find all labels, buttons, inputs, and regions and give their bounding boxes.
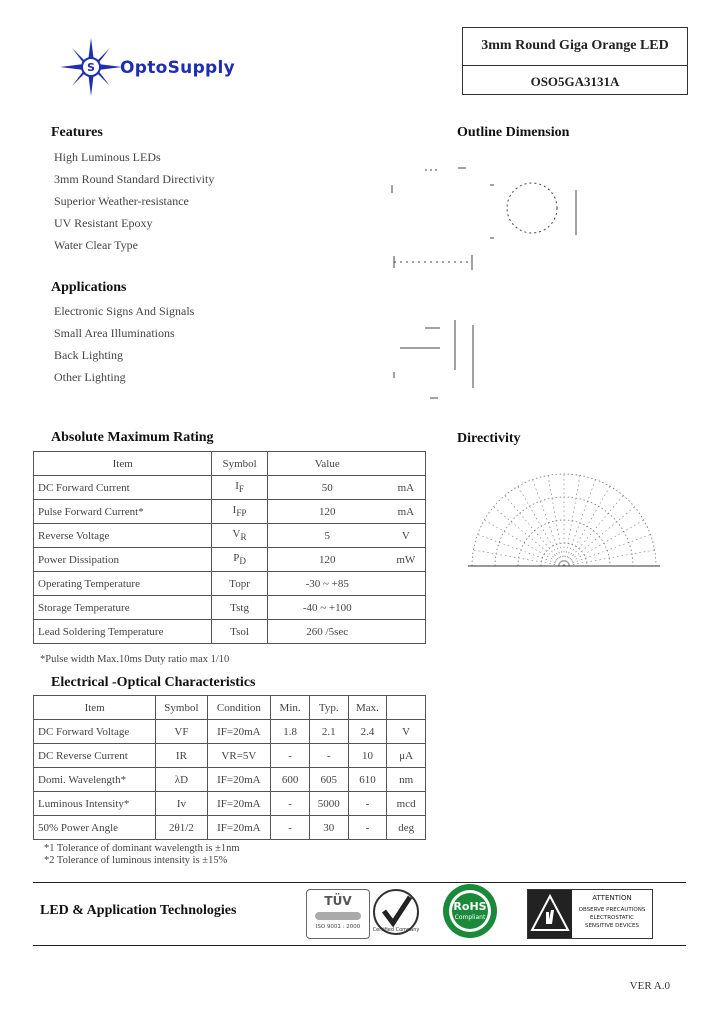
- table-row: [34, 816, 426, 840]
- cell-item: Operating Temperature: [34, 572, 212, 596]
- cell-symbol: λD: [156, 768, 207, 792]
- abs-max-heading: Absolute Maximum Rating: [51, 430, 214, 445]
- cell-value: 50: [267, 476, 386, 500]
- tuv-badge: [306, 889, 370, 939]
- cell-condition: VR=5V: [207, 744, 271, 768]
- directivity-heading: Directivity: [457, 431, 521, 446]
- part-number: OSO5GA3131A: [530, 74, 620, 89]
- polar-spoke: [564, 480, 596, 567]
- column-header-unit: [387, 452, 426, 476]
- column-header-min: Min.: [271, 696, 310, 720]
- cell-symbol: Tstg: [212, 596, 267, 620]
- version-label: VER A.0: [629, 980, 670, 992]
- column-header-unit: [387, 696, 426, 720]
- esd-hand-icon: [528, 890, 572, 938]
- feature-item: Superior Weather-resistance: [54, 194, 189, 208]
- column-header-max: Max.: [348, 696, 387, 720]
- cell-max: -: [348, 816, 387, 840]
- cell-value: 5: [267, 524, 386, 548]
- table-row: [34, 744, 426, 768]
- intensity-note: *2 Tolerance of luminous intensity is ±15%: [44, 855, 228, 866]
- feature-item: High Luminous LEDs: [54, 150, 161, 164]
- feature-item: Water Clear Type: [54, 238, 138, 252]
- polar-spoke: [564, 486, 610, 566]
- cell-symbol: Topr: [212, 572, 267, 596]
- esd-title: ATTENTION: [592, 894, 632, 902]
- cell-symbol: $I_F$: [212, 476, 267, 500]
- footer-top-rule: [33, 882, 686, 883]
- cell-item: 50% Power Angle: [34, 816, 156, 840]
- column-header-symbol: Symbol: [212, 452, 267, 476]
- cell-item: DC Forward Current: [34, 476, 212, 500]
- cell-item: Luminous Intensity*: [34, 792, 156, 816]
- cell-unit: μA: [387, 744, 426, 768]
- cell-typ: -: [309, 744, 348, 768]
- cell-unit: [387, 572, 426, 596]
- symbol-subscript: D: [239, 556, 246, 567]
- cell-item: Power Dissipation: [34, 548, 212, 572]
- certified-badge: [372, 887, 420, 937]
- polar-spoke: [494, 507, 565, 566]
- application-item: Electronic Signs And Signals: [54, 304, 195, 318]
- applications-heading: Applications: [51, 280, 127, 295]
- led-outline-diagram: [380, 160, 600, 405]
- table-row: [34, 596, 426, 620]
- star-logo-icon: [58, 36, 124, 98]
- application-item: Back Lighting: [54, 348, 123, 362]
- feature-item: 3mm Round Standard Directivity: [54, 172, 215, 186]
- outline-heading: Outline Dimension: [457, 125, 570, 140]
- table-row: [34, 572, 426, 596]
- cell-unit: mcd: [387, 792, 426, 816]
- column-header-condition: Condition: [207, 696, 271, 720]
- cell-condition: IF=20mA: [207, 720, 271, 744]
- symbol-subscript: F: [238, 484, 244, 495]
- wavelength-note: *1 Tolerance of dominant wavelength is ±1nm: [44, 843, 240, 854]
- cell-unit: deg: [387, 816, 426, 840]
- cell-max: 610: [348, 768, 387, 792]
- svg-text:S: S: [87, 61, 95, 74]
- cell-unit: mA: [387, 476, 426, 500]
- cell-unit: mA: [387, 500, 426, 524]
- cell-min: 600: [271, 768, 310, 792]
- table-row: [34, 620, 426, 644]
- cell-unit: [387, 596, 426, 620]
- cell-value: -30 ~ +85: [267, 572, 386, 596]
- cell-typ: 5000: [309, 792, 348, 816]
- cell-min: -: [271, 816, 310, 840]
- cell-condition: IF=20mA: [207, 768, 271, 792]
- cell-max: -: [348, 792, 387, 816]
- product-title: 3mm Round Giga Orange LED: [481, 38, 669, 53]
- polar-spoke: [548, 475, 564, 566]
- cell-typ: 2.1: [309, 720, 348, 744]
- table-row: [34, 792, 426, 816]
- symbol-subscript: FP: [236, 508, 247, 519]
- cell-symbol: Iv: [156, 792, 207, 816]
- polar-spoke: [473, 550, 564, 566]
- cell-item: Domi. Wavelength*: [34, 768, 156, 792]
- table-row: [34, 768, 426, 792]
- esd-line: OBSERVE PRECAUTIONS: [578, 907, 646, 913]
- column-header-typ: Typ.: [309, 696, 348, 720]
- cell-symbol: IR: [156, 744, 207, 768]
- abs-max-table: [33, 451, 426, 644]
- polar-spoke: [564, 496, 623, 567]
- polar-spoke: [564, 520, 644, 566]
- cell-item: DC Reverse Current: [34, 744, 156, 768]
- rohs-label: RoHS: [453, 900, 487, 913]
- cell-max: 2.4: [348, 720, 387, 744]
- polar-spoke: [564, 550, 655, 566]
- directivity-chart: [468, 468, 660, 568]
- polar-arc: [541, 543, 587, 566]
- title-divider: [463, 65, 687, 66]
- tuv-iso-label: ISO 9001 : 2000: [315, 924, 361, 930]
- cell-item: Storage Temperature: [34, 596, 212, 620]
- polar-spoke: [484, 520, 564, 566]
- cell-unit: V: [387, 720, 426, 744]
- polar-spoke: [505, 496, 564, 567]
- cell-condition: IF=20mA: [207, 792, 271, 816]
- cell-item: DC Forward Voltage: [34, 720, 156, 744]
- cell-unit: [387, 620, 426, 644]
- polar-spoke: [533, 480, 565, 567]
- table-row: [34, 476, 426, 500]
- electro-optical-table: [33, 695, 426, 840]
- cell-item: Lead Soldering Temperature: [34, 620, 212, 644]
- column-header-symbol: Symbol: [156, 696, 207, 720]
- table-row: [34, 548, 426, 572]
- cell-min: -: [271, 744, 310, 768]
- cell-symbol: $I_{FP}$: [212, 500, 267, 524]
- cell-value: 120: [267, 500, 386, 524]
- column-header-item: Item: [34, 696, 156, 720]
- tuv-stripe: [315, 912, 361, 920]
- cell-symbol: VF: [156, 720, 207, 744]
- feature-item: UV Resistant Epoxy: [54, 216, 153, 230]
- table-row: [34, 720, 426, 744]
- cell-value: 120: [267, 548, 386, 572]
- polar-spoke: [564, 507, 635, 566]
- polar-spoke: [564, 475, 580, 566]
- cell-typ: 605: [309, 768, 348, 792]
- application-item: Other Lighting: [54, 370, 126, 384]
- cell-max: 10: [348, 744, 387, 768]
- cell-unit: nm: [387, 768, 426, 792]
- brand-name: OptoSupply: [120, 58, 236, 78]
- brand-logo: [58, 36, 124, 98]
- cell-symbol: $P_D$: [212, 548, 267, 572]
- rohs-badge: [438, 882, 502, 940]
- cell-unit: mW: [387, 548, 426, 572]
- cell-min: 1.8: [271, 720, 310, 744]
- table-row: [34, 500, 426, 524]
- cell-unit: V: [387, 524, 426, 548]
- cell-item: Pulse Forward Current*: [34, 500, 212, 524]
- table-header-row: [34, 696, 426, 720]
- rohs-compliant-label: Compliant: [454, 914, 486, 921]
- application-item: Small Area Illuminations: [54, 326, 175, 340]
- electro-optical-heading: Electrical -Optical Characteristics: [51, 675, 256, 690]
- title-box: [462, 27, 688, 95]
- polar-spoke: [518, 486, 564, 566]
- radiation-pattern-diagram: [468, 468, 660, 568]
- polar-spoke: [564, 535, 651, 567]
- symbol-subscript: R: [240, 532, 247, 543]
- cell-condition: IF=20mA: [207, 816, 271, 840]
- cell-value: 260 /5sec: [267, 620, 386, 644]
- esd-line: ELECTROSTATIC: [590, 915, 634, 921]
- table-header-row: [34, 452, 426, 476]
- cell-symbol: $V_R$: [212, 524, 267, 548]
- certified-label: Certified Company: [372, 927, 420, 933]
- footer-bottom-rule: [33, 945, 686, 946]
- cell-typ: 30: [309, 816, 348, 840]
- cell-symbol: 2θ1/2: [156, 816, 207, 840]
- cell-symbol: Tsol: [212, 620, 267, 644]
- polar-spoke: [478, 535, 565, 567]
- column-header-item: Item: [34, 452, 212, 476]
- abs-max-note: *Pulse width Max.10ms Duty ratio max 1/10: [40, 654, 230, 665]
- features-heading: Features: [51, 125, 103, 140]
- outline-drawing: [380, 160, 600, 405]
- esd-line: SENSITIVE DEVICES: [584, 923, 640, 929]
- company-tagline: LED & Application Technologies: [40, 903, 237, 918]
- esd-symbol-panel: [528, 890, 572, 938]
- cell-item: Reverse Voltage: [34, 524, 212, 548]
- cell-min: -: [271, 792, 310, 816]
- cell-value: -40 ~ +100: [267, 596, 386, 620]
- tuv-label: TÜV: [324, 894, 352, 908]
- column-header-value: Value: [267, 452, 386, 476]
- esd-warning-badge: [527, 889, 653, 939]
- table-row: [34, 524, 426, 548]
